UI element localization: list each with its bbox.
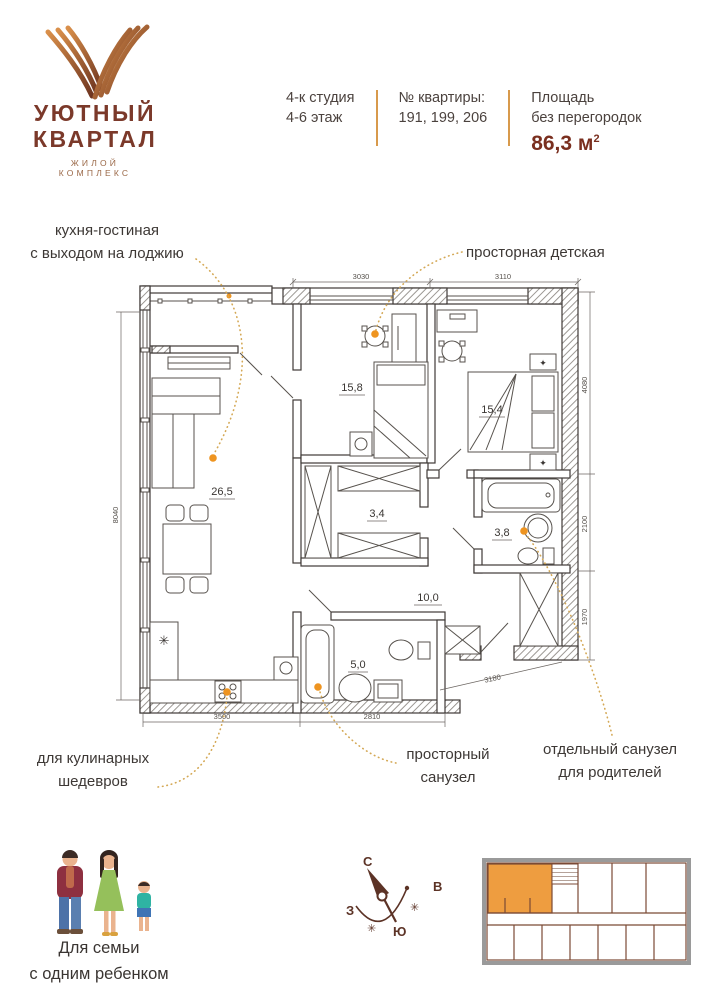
child-figure xyxy=(137,881,151,931)
compass-south: Ю xyxy=(393,924,407,939)
compass-east: В xyxy=(433,879,443,894)
pillow xyxy=(532,376,554,411)
apt-label: № квартиры: xyxy=(398,90,486,106)
compass-icon xyxy=(346,854,442,939)
dim-3180: 3180 xyxy=(483,672,502,685)
brand-logo xyxy=(33,22,157,178)
brand-name-line2: КВАРТАЛ xyxy=(33,126,158,153)
area-label-2: без перегородок xyxy=(531,110,642,126)
dim-8040: 8040 xyxy=(111,506,120,524)
outer-left-window-wall xyxy=(140,286,150,713)
stove-target-dot xyxy=(223,688,231,696)
svg-text:✦: ✦ xyxy=(539,358,547,368)
area-hallway: 10,0 xyxy=(417,592,439,604)
children-target-dot xyxy=(371,330,379,338)
parents-bath-target-dot xyxy=(520,527,528,535)
unit-type-block xyxy=(286,88,355,128)
children-door-leaf xyxy=(271,376,293,398)
loggia xyxy=(143,286,272,375)
area-living: 26,5 xyxy=(211,486,233,498)
dim-3110: 3110 xyxy=(494,272,512,281)
annotation-culinary: для кулинарных шедевров xyxy=(36,750,150,790)
family-caption: Для семьи с одним ребенком xyxy=(29,939,169,983)
family-illustration xyxy=(57,850,151,936)
stairwell xyxy=(552,864,578,884)
annotation-children-room: просторная детская xyxy=(466,244,605,261)
area-block xyxy=(531,88,641,159)
sink xyxy=(339,674,371,702)
desk xyxy=(392,314,416,362)
area-parents-bath: 3,8 xyxy=(494,527,510,539)
balcony-door-leaf xyxy=(240,353,262,375)
entry-door-leaf xyxy=(481,623,508,652)
bath-target-dot xyxy=(314,683,322,691)
unit-type: 4-к студия xyxy=(286,90,355,106)
mother-figure xyxy=(94,850,124,936)
svg-text:✳: ✳ xyxy=(367,923,377,935)
area-children: 15,8 xyxy=(341,382,363,394)
entry-wall-right xyxy=(514,646,578,660)
outer-top-wall xyxy=(272,288,578,304)
desk-chair xyxy=(439,341,465,362)
divider xyxy=(376,90,378,146)
brand-name-line1: УЮТНЫЙ xyxy=(33,100,157,126)
unit-floors: 4-6 этаж xyxy=(286,110,343,126)
compass-west: З xyxy=(346,903,355,918)
chair xyxy=(166,577,184,593)
compass-north: С xyxy=(363,854,373,869)
kitchen-counter-left xyxy=(150,622,178,682)
living-target-dot xyxy=(209,454,217,462)
bedroom-door-leaf xyxy=(439,449,461,470)
bath-door-leaf xyxy=(309,590,331,612)
area-wardrobe: 3,4 xyxy=(369,508,385,520)
nightstand xyxy=(350,432,372,456)
apt-numbers: 191, 199, 206 xyxy=(398,110,488,126)
building-keyplan xyxy=(484,860,689,963)
svg-text:✦: ✦ xyxy=(539,458,547,468)
chair xyxy=(190,577,208,593)
area-bedroom: 15,4 xyxy=(481,404,503,416)
floor-plan xyxy=(111,252,612,787)
dim-3500: 3500 xyxy=(213,712,231,721)
chair xyxy=(190,505,208,521)
toilet-icon xyxy=(518,548,554,564)
area-label-1: Площадь xyxy=(531,90,595,106)
parents-bath-door-leaf xyxy=(453,528,474,549)
desk xyxy=(437,310,477,332)
apt-numbers-block xyxy=(399,88,488,128)
divider xyxy=(508,90,510,146)
dim-2810: 2810 xyxy=(363,712,381,721)
dim-1970: 1970 xyxy=(580,608,589,626)
annotation-parents-bathroom: отдельный санузел для родителей xyxy=(542,741,678,781)
pillow xyxy=(377,365,425,385)
annotation-kitchen-living: кухня-гостиная с выходом на лоджию xyxy=(30,222,184,262)
living-room-furniture xyxy=(152,378,220,593)
pillow xyxy=(532,413,554,448)
dim-4080: 4080 xyxy=(580,376,589,394)
svg-text:✳: ✳ xyxy=(410,902,420,914)
father-figure xyxy=(57,850,83,934)
toilet-icon xyxy=(389,640,430,660)
chair xyxy=(166,505,184,521)
dim-2100: 2100 xyxy=(580,515,589,533)
area-value: 86,3 $м^2$ xyxy=(531,132,600,155)
brand-subtitle: ЖИЛОЙ КОМПЛЕКС xyxy=(58,157,132,178)
dim-3030: 3030 xyxy=(352,272,370,281)
parents-bathroom-fixtures xyxy=(482,479,560,564)
bedroom-furniture xyxy=(437,310,558,470)
highlighted-unit xyxy=(488,864,552,913)
annotation-spacious-bathroom: просторный санузел xyxy=(406,746,490,786)
apartment-info-bar xyxy=(286,88,642,159)
fridge-icon: ✳ xyxy=(158,633,170,648)
area-bath: 5,0 xyxy=(350,659,366,671)
dining-table xyxy=(163,524,211,574)
